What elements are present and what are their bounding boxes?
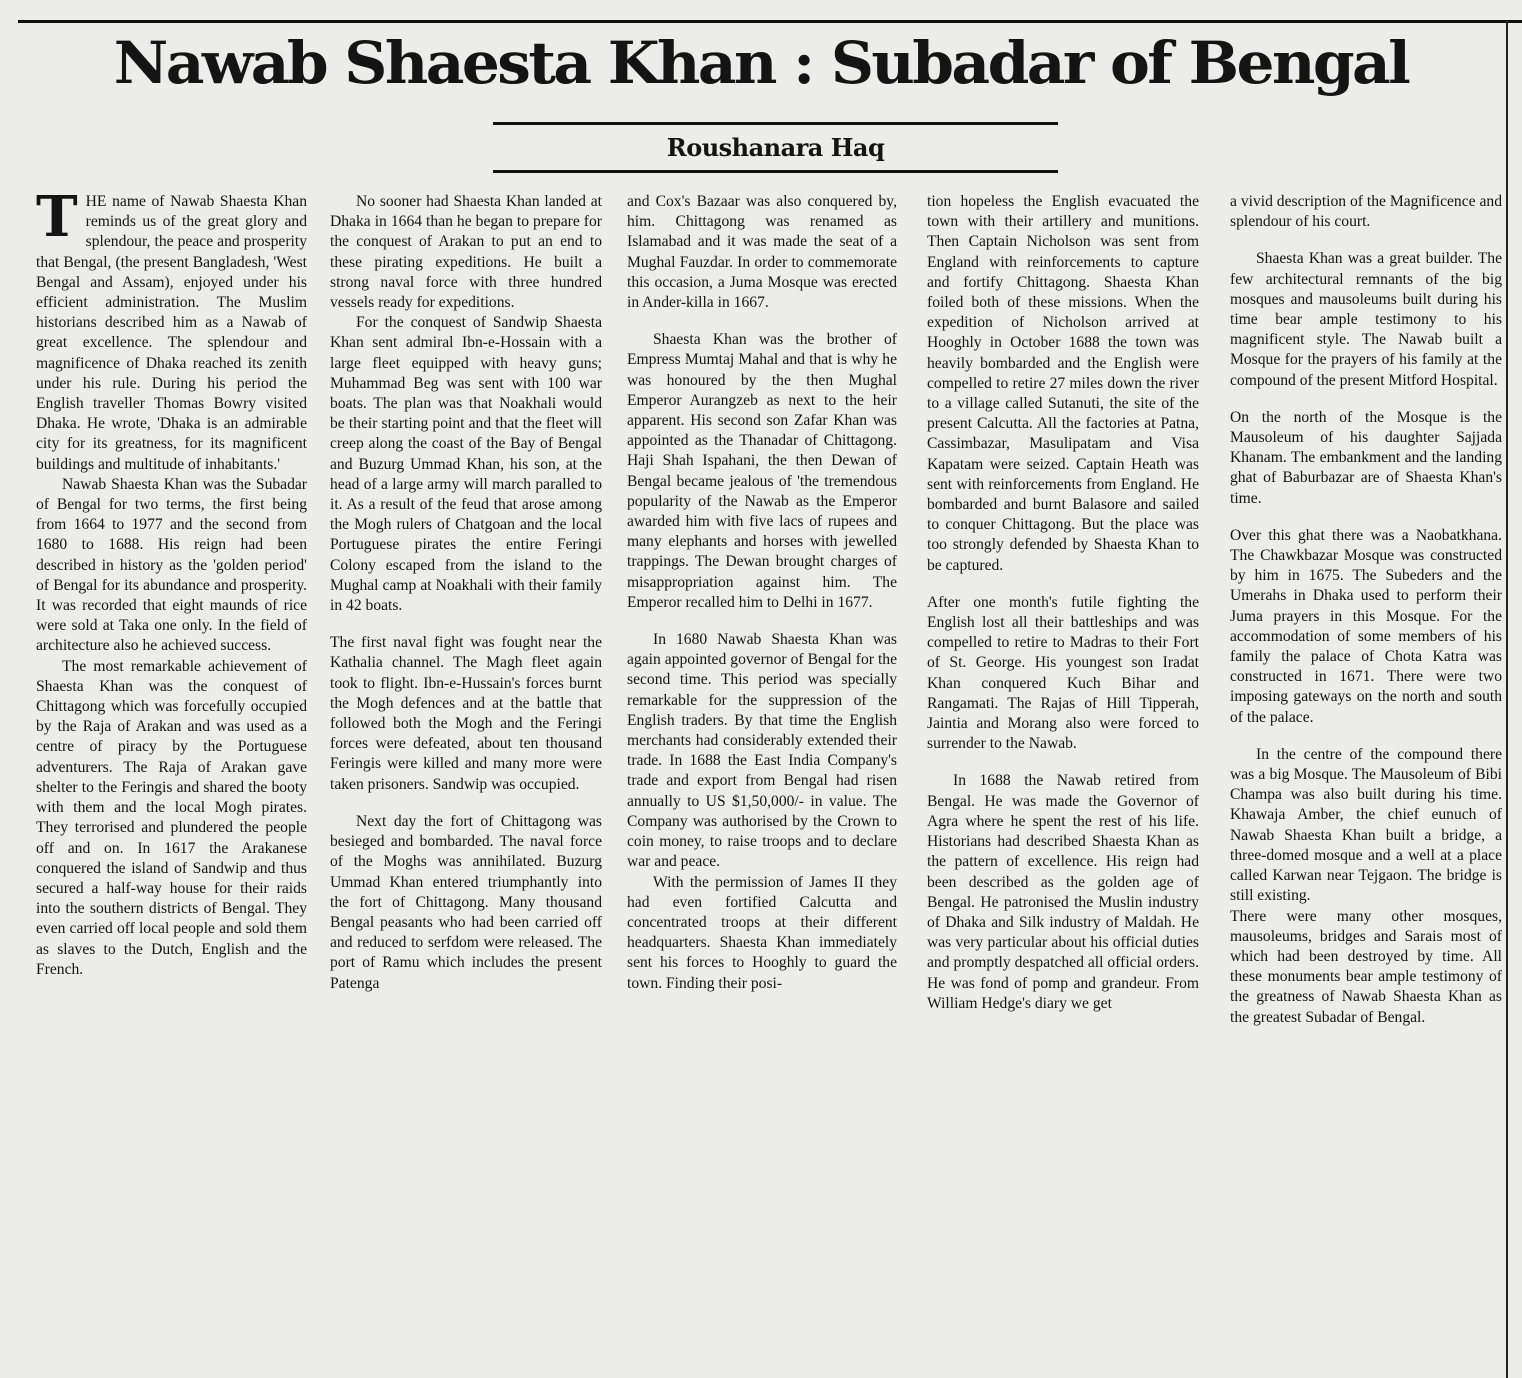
paragraph: Over this ghat there was a Naobatkhana. The Chawkbazar Mosque was constructed by him in 1675. The Subeders and the Umerahs in Dhaka used to perform their Juma prayers in this Mosque. For the accommodation of some members of his family the palace of Chota Katra was constructed in 1671. There were two imposing gateways on the north and south of the palace.	[1230, 526, 1502, 726]
paragraph: In 1680 Nawab Shaesta Khan was again appointed governor of Bengal for the second time. This period was specially remarkable for the suppression of the English traders. By that time the English merchants had considerably extended their trade. In 1688 the East India Company's trade and export from Bengal had risen annually to US $1,50,000/- in value. The Company was authorised by the Crown to coin money, to raise troops and to declare war and peace.	[627, 631, 897, 871]
article-column-1	[36, 192, 307, 1362]
article-column-2	[330, 192, 602, 1362]
paragraph: No sooner had Shaesta Khan landed at Dhaka in 1664 than he began to prepare for the conquest of Arakan to put an end to these pirating expeditions. He built a strong naval force with three hundred vessels ready for expeditions.	[330, 193, 602, 312]
byline-rule-bottom	[493, 170, 1058, 173]
paragraph: For the conquest of Sandwip Shaesta Khan sent admiral Ibn-e-Hossain with a large fleet equipped with heavy guns; Muhammad Beg was sent with 100 war boats. The plan was that Noakhali would be their starting point and that the fleet will creep along the coast of the Bay of Bengal and Buzurg Ummad Khan, his son, at the head of a large army will march paralled to it. As a result of the feud that arose among the Mogh rulers of Chatgoan and the local Portuguese pirates the entire Feringi Colony escaped from the island to the Mughal camp at Noakhali with their family in 42 boats.	[330, 314, 602, 615]
article-column-4	[927, 192, 1199, 1362]
paragraph: On the north of the Mosque is the Mausoleum of his daughter Sajjada Khanam. The embankment and the landing ghat of Baburbazar are of Shaesta Khan's time.	[1230, 408, 1502, 507]
paragraph: Next day the fort of Chittagong was besieged and bombarded. The naval force of the Moghs was annihilated. Buzurg Ummad Khan entered triumphantly into the fort of Chittagong. Many thousand Bengal peasants who had been carried off and reduced to serfdom were released. The port of Ramu which includes the present Patenga	[330, 812, 602, 992]
paragraph: In 1688 the Nawab retired from Bengal. He was made the Governor of Agra where he spent the rest of his life. Historians had described Shaesta Khan as the pattern of excellence. His reign had been described as the golden age of Bengal. He patronised the Muslin industry of Dhaka and Silk industry of Maldah. He was very particular about his official duties and promptly despatched all official orders. He was fond of pomp and grandeur. From William Hedge's diary we get	[927, 772, 1199, 1012]
byline-rule-top	[493, 122, 1058, 125]
paragraph: Shaesta Khan was a great builder. The few architectural remnants of the big mosques and mausoleums built during his time bear ample testimony to his magnificent style. The Nawab built a Mosque for the prayers of his family at the compound of the present Mitford Hospital.	[1230, 250, 1502, 389]
paragraph: The first naval fight was fought near the Kathalia channel. The Magh fleet again took to flight. Ibn-e-Hussain's forces burnt the Mogh defences and at the battle that followed both the Mogh and the Feringi forces were defeated, about ten thousand Feringis were killed and many more were taken prisoners. Sandwip was occupied.	[330, 634, 602, 793]
headline: Nawab Shaesta Khan : Subadar of Bengal	[113, 29, 1409, 97]
paragraph: In the centre of the compound there was a big Mosque. The Mausoleum of Bibi Champa was also built during his time. Khawaja Amber, the chief eunuch of Nawab Shaesta Khan built a bridge, a three-domed mosque and a well at a place called Karwan near Tejgaon. The bridge is still existing.	[1230, 745, 1502, 905]
right-column-rule	[1506, 20, 1508, 1378]
paragraph: With the permission of James II they had even fortified Calcutta and concentrated troops at their different headquarters. Shaesta Khan immediately sent his forces to Hooghly to guard the town. Finding their posi-	[627, 873, 897, 992]
paragraph: THE name of Nawab Shaesta Khan reminds us of the great glory and splendour, the peace and prosperity that Bengal, (the present Bangladesh, 'West Bengal and Assam), enjoyed under his efficient administration. The Muslim historians described him as a Nawab of great excellence. The splendour and magnificence of Dhaka reached its zenith under his rule. During his period the English traveller Thomas Bowry visited Dhaka. He wrote, 'Dhaka is an admirable city for its greatness, for its magnificent buildings and multitude of inhabitants.'	[36, 192, 307, 473]
byline: Roushanara Haq	[666, 133, 885, 162]
article-column-5	[1230, 192, 1502, 1362]
paragraph: and Cox's Bazaar was also conquered by, him. Chittagong was renamed as Islamabad and it was made the seat of a Mughal Fauzdar. In order to commemorate this occasion, a Juma Mosque was erected in Ander-killa in 1667.	[627, 193, 897, 312]
paragraph: a vivid description of the Magnificence and splendour of his court.	[1230, 193, 1502, 231]
paragraph: Nawab Shaesta Khan was the Subadar of Bengal for two terms, the first being from 1664 to 1977 and the second from 1680 to 1688. His reign had been described in history as the 'golden period' of Bengal for its abundance and prosperity. It was recorded that eight maunds of rice were sold at Taka one only. In the field of architecture also he achieved success.	[36, 475, 307, 655]
paragraph: There were many other mosques, mausoleums, bridges and Sarais most of which had been destroyed by time. All these monuments bear ample testimony of the greatness of Nawab Shaesta Khan as the greatest Subadar of Bengal.	[1230, 907, 1502, 1026]
paragraph: tion hopeless the English evacuated the town with their artillery and munitions. Then Captain Nicholson was sent from England with reinforcements to capture and fortify Chittagong. Shaesta Khan foiled both of these missions. When the expedition of Nicholson arrived at Hooghly in October 1688 the town was heavily bombarded and the English were compelled to retire 27 miles down the river to a village called Sutanuti, the site of the present Calcutta. All the factories at Patna, Cassimbazar, Masulipatam and Visa Kapatam were seized. Captain Heath was sent with reinforcements from England. He bombarded and burnt Balasore and sailed to conquer Chittagong. But the place was too strongly defended by Shaesta Khan to be captured.	[927, 193, 1199, 574]
paragraph: The most remarkable achievement of Shaesta Khan was the conquest of Chittagong which was forcefully occupied by the Raja of Arakan and was used as a centre of piracy by the Portuguese adventurers. The Raja of Arakan gave shelter to the Feringis and shared the booty with them and the local Mogh pirates. They terrorised and plundered the people off and on. In 1617 the Arakanese conquered the island of Sandwip and thus secured a half-way house for their raids into the southern districts of Bengal. They even carried off local people and sold them as slaves to the Dutch, English and the French.	[36, 657, 307, 978]
paragraph: After one month's futile fighting the English lost all their battleships and was compelled to retire to Madras to their Fort of St. George. His youngest son Iradat Khan conquered Kuch Bihar and Rangamati. The Rajas of Hill Tipperah, Jaintia and Morang also were forced to surrender to the Nawab.	[927, 593, 1199, 753]
paragraph: Shaesta Khan was the brother of Empress Mumtaj Mahal and that is why he was honoured by the then Mughal Emperor Aurangzeb as next to the heir apparent. His second son Zafar Khan was appointed as the Thanadar of Chittagong. Haji Shah Ispahani, the then Dewan of Bengal became jealous of 'the tremendous popularity of the Nawab as the Emperor awarded him with five lacs of rupees and many elephants and horses with jewelled trappings. The Dewan brought charges of misappropriation against him. The Emperor recalled him to Delhi in 1677.	[627, 331, 897, 611]
drop-cap: T	[36, 192, 78, 250]
article-column-3	[627, 192, 897, 1362]
